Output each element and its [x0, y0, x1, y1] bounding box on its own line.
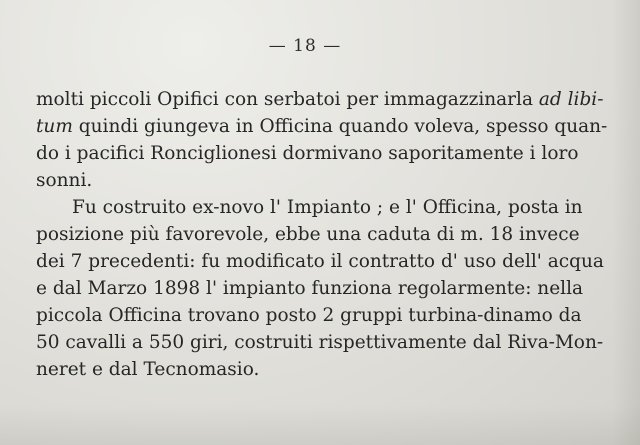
text-line: Fu costruito ex-novo l' Impianto ; e l' Officina, posta in — [72, 197, 583, 218]
text-line: do i pacifici Ronciglionesi dormivano saporitamente i loro — [36, 143, 579, 164]
text-line: 50 cavalli a 550 giri, costruiti rispettivamente dal Riva-Mon- — [36, 332, 604, 353]
text-line: dei 7 precedenti: fu modificato il contratto d' uso dell' acqua — [36, 251, 604, 272]
text-line: tum quindi giungeva in Officina quando voleva, spesso quan- — [36, 116, 608, 137]
page-number: — 18 — — [268, 36, 342, 56]
text-line: sonni. — [36, 170, 93, 191]
text-line: posizione più favorevole, ebbe una caduta di m. 18 invece — [36, 224, 580, 245]
body-text — [36, 86, 626, 383]
text-line: piccola Officina trovano posto 2 gruppi turbina-dinamo da — [36, 305, 582, 326]
page-bottom-shadow — [0, 405, 640, 445]
text-line: neret e dal Tecnomasio. — [36, 359, 260, 380]
text-line: e dal Marzo 1898 l' impianto funziona regolarmente: nella — [36, 278, 584, 299]
text-line: molti piccoli Opifici con serbatoi per immagazzinarla ad libi- — [36, 89, 604, 110]
